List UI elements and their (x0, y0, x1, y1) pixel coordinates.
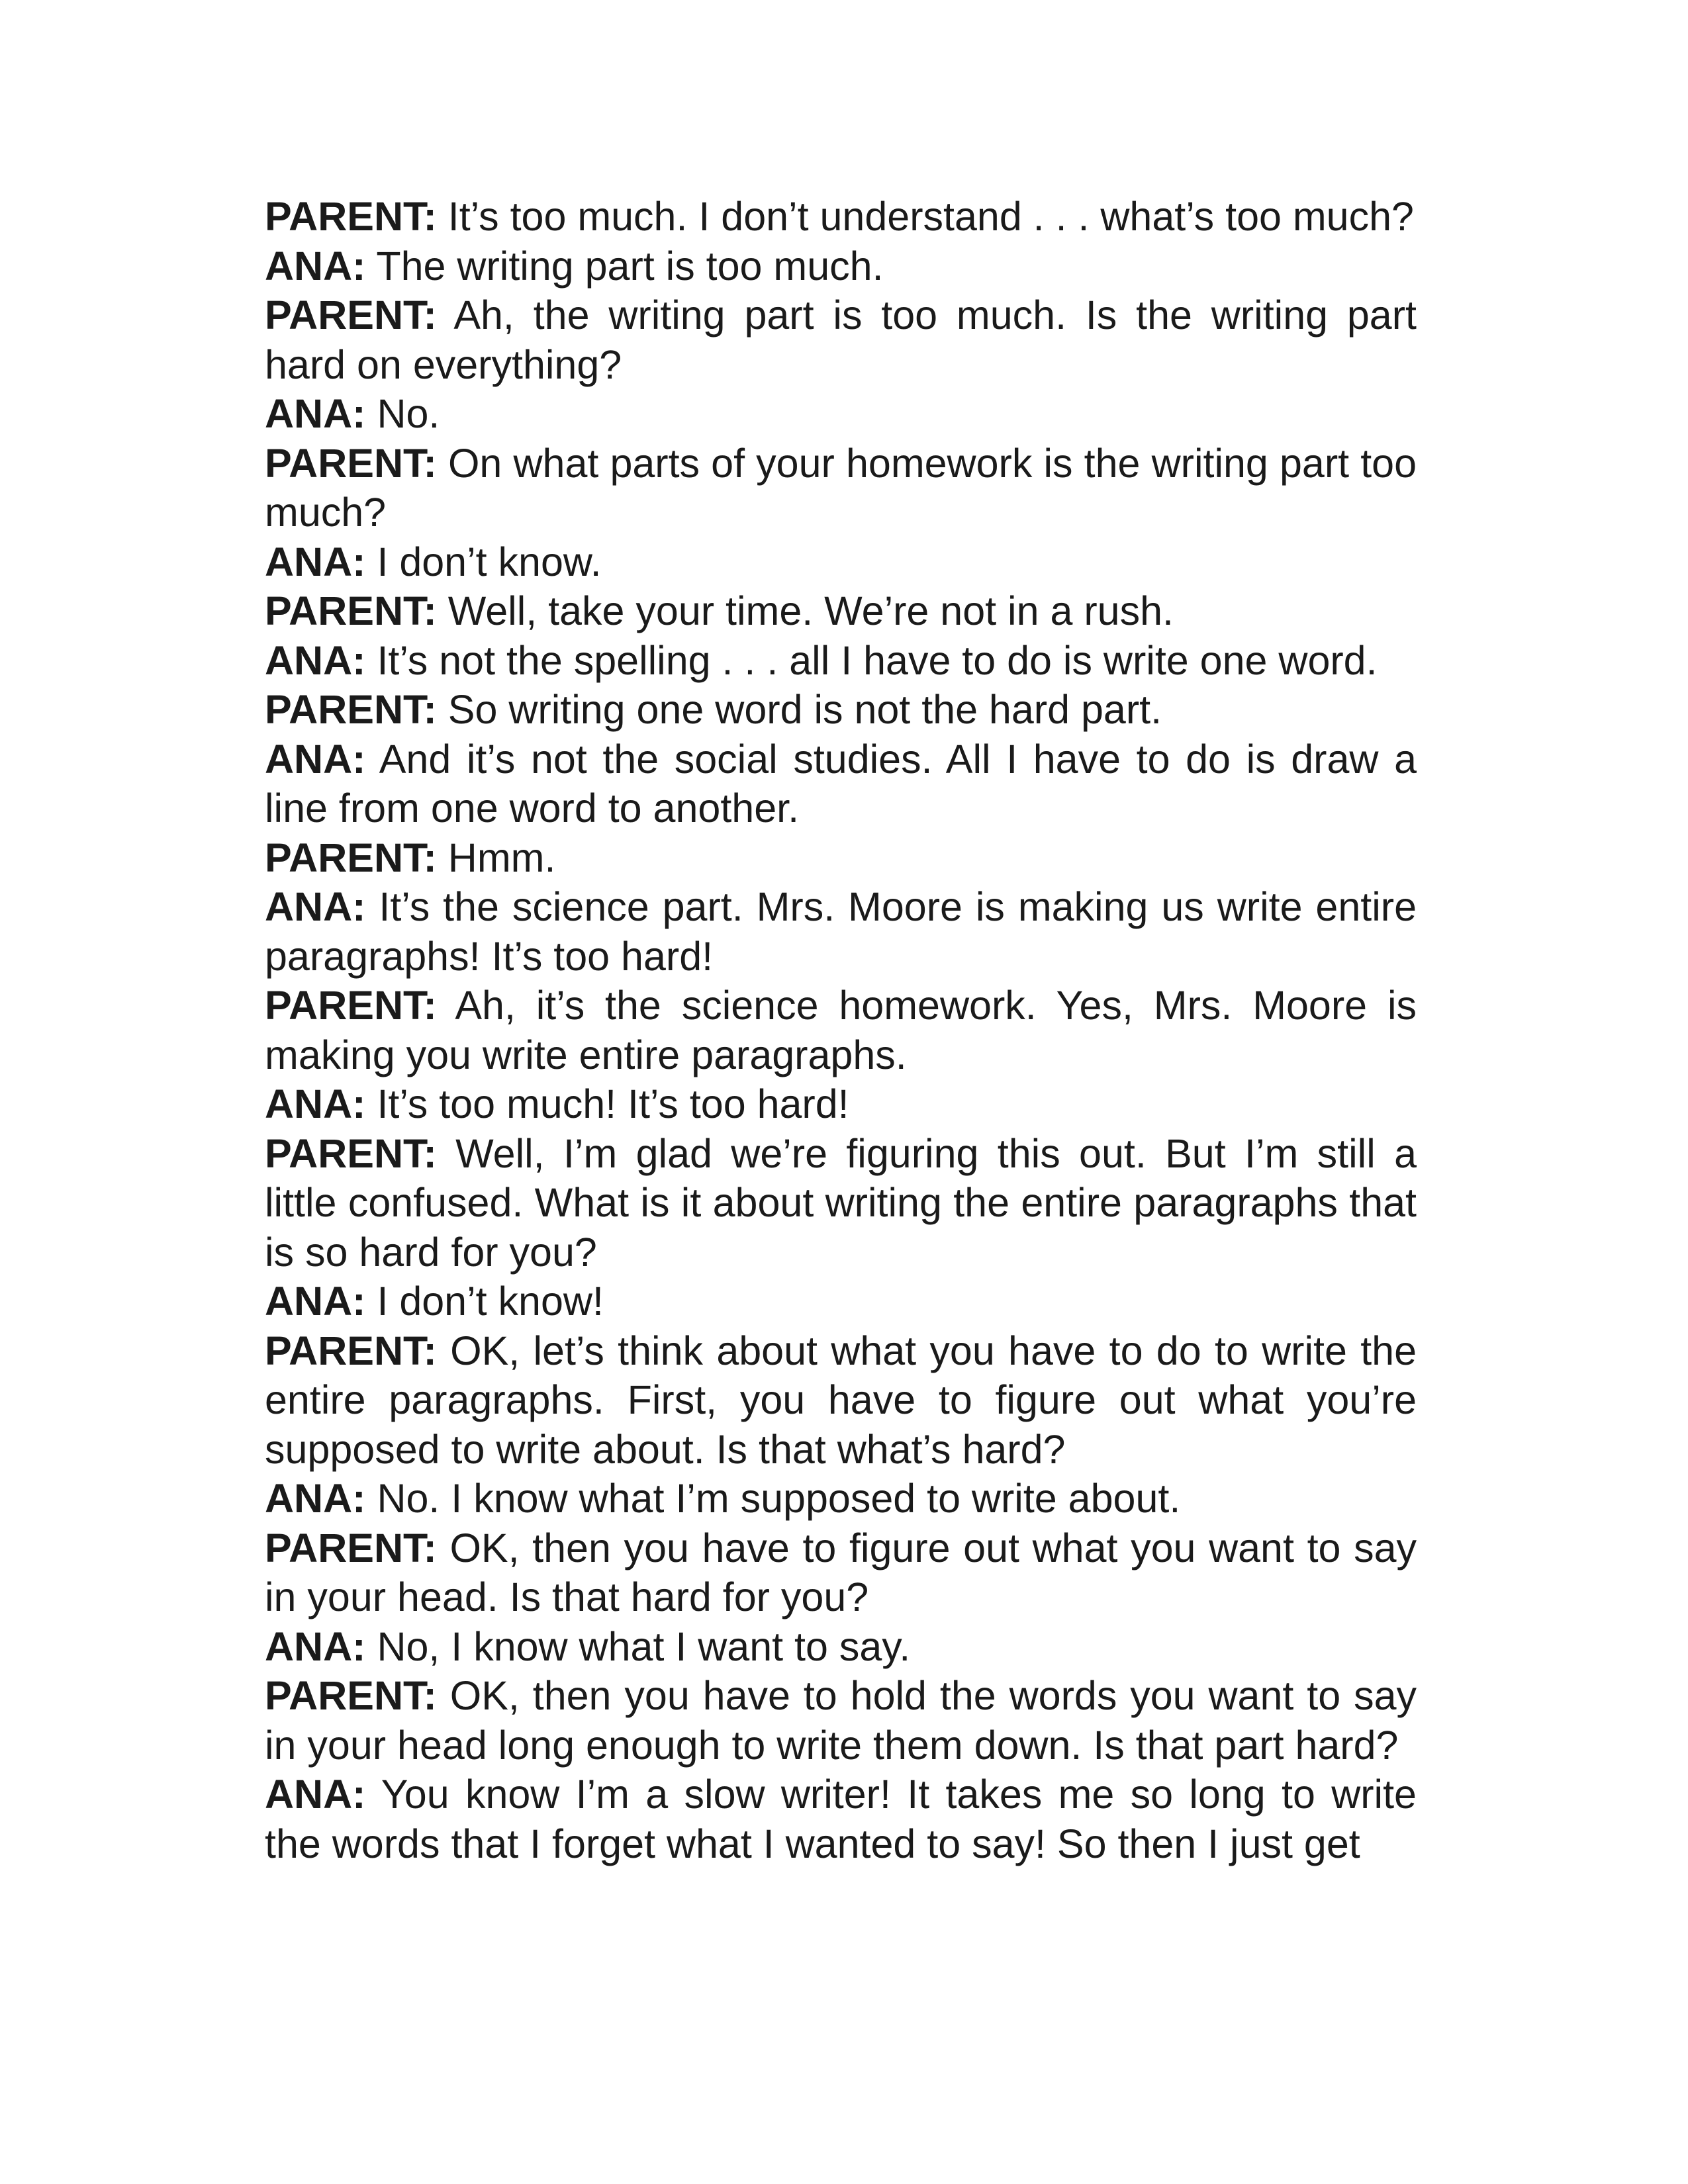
line-text: It’s not the spelling . . . all I have to do is write one word. (377, 637, 1378, 683)
dialogue-line (265, 389, 1417, 439)
dialogue-transcript (265, 192, 1417, 1868)
line-text: No, I know what I want to say. (377, 1623, 911, 1669)
line-text: OK, let’s think about what you have to do to write the entire paragraphs. First, you have to figure out what you’re supposed to write about. Is that what’s hard? (265, 1328, 1417, 1472)
line-text: So writing one word is not the hard part. (447, 687, 1162, 732)
dialogue-line (265, 439, 1417, 537)
line-text: It’s too much. I don’t understand . . . what’s too much? (447, 194, 1414, 239)
speaker-label: ANA: (265, 1081, 366, 1126)
speaker-label: ANA: (265, 1476, 366, 1521)
speaker-label: ANA: (265, 391, 366, 436)
speaker-label: ANA: (265, 736, 366, 782)
dialogue-line (265, 882, 1417, 981)
line-text: On what parts of your homework is the writing part too much? (265, 440, 1417, 535)
speaker-label: PARENT: (265, 1328, 437, 1373)
line-text: I don’t know. (377, 539, 602, 584)
dialogue-line (265, 1326, 1417, 1475)
speaker-label: ANA: (265, 637, 366, 683)
speaker-label: PARENT: (265, 194, 437, 239)
dialogue-line (265, 192, 1417, 242)
dialogue-line (265, 735, 1417, 833)
dialogue-line (265, 586, 1417, 636)
dialogue-line (265, 537, 1417, 587)
speaker-label: ANA: (265, 1623, 366, 1669)
line-text: And it’s not the social studies. All I have to do is draw a line from one word to another. (265, 736, 1417, 831)
speaker-label: PARENT: (265, 687, 437, 732)
line-text: OK, then you have to hold the words you want to say in your head long enough to write them down. Is that part hard? (265, 1673, 1417, 1768)
line-text: No. I know what I’m supposed to write about. (377, 1476, 1181, 1521)
dialogue-line (265, 981, 1417, 1079)
line-text: You know I’m a slow writer! It takes me so long to write the words that I forget what I wanted to say! So then I just get (265, 1772, 1417, 1866)
dialogue-line (265, 685, 1417, 735)
dialogue-line (265, 1129, 1417, 1277)
speaker-label: PARENT: (265, 440, 437, 486)
speaker-label: ANA: (265, 243, 366, 289)
dialogue-line (265, 291, 1417, 389)
dialogue-line (265, 1622, 1417, 1672)
line-text: No. (377, 391, 440, 436)
dialogue-line (265, 1277, 1417, 1326)
line-text: Ah, it’s the science homework. Yes, Mrs. Moore is making you write entire paragraphs. (265, 983, 1417, 1077)
line-text: Well, take your time. We’re not in a rush. (447, 588, 1174, 633)
speaker-label: PARENT: (265, 1130, 437, 1176)
line-text: It’s too much! It’s too hard! (377, 1081, 849, 1126)
dialogue-line (265, 636, 1417, 686)
dialogue-line (265, 1524, 1417, 1622)
dialogue-line (265, 1474, 1417, 1524)
line-text: Hmm. (447, 835, 556, 880)
speaker-label: PARENT: (265, 1525, 437, 1570)
line-text: Well, I’m glad we’re figuring this out. But I’m still a little confused. What is it about writing the entire paragraphs that is so hard for you? (265, 1130, 1417, 1275)
speaker-label: PARENT: (265, 835, 437, 880)
dialogue-line (265, 1079, 1417, 1129)
speaker-label: PARENT: (265, 588, 437, 633)
speaker-label: ANA: (265, 1279, 366, 1324)
line-text: Ah, the writing part is too much. Is the writing part hard on everything? (265, 293, 1417, 387)
dialogue-line (265, 242, 1417, 291)
speaker-label: ANA: (265, 1772, 366, 1817)
line-text: The writing part is too much. (376, 243, 884, 289)
dialogue-line (265, 833, 1417, 883)
line-text: I don’t know! (377, 1279, 604, 1324)
line-text: OK, then you have to figure out what you want to say in your head. Is that hard for you? (265, 1525, 1417, 1619)
speaker-label: PARENT: (265, 1673, 437, 1718)
dialogue-line (265, 1671, 1417, 1770)
dialogue-line (265, 1770, 1417, 1868)
speaker-label: ANA: (265, 539, 366, 584)
speaker-label: PARENT: (265, 293, 437, 338)
line-text: It’s the science part. Mrs. Moore is making us write entire paragraphs! It’s too hard! (265, 884, 1417, 979)
speaker-label: PARENT: (265, 983, 437, 1028)
speaker-label: ANA: (265, 884, 366, 929)
